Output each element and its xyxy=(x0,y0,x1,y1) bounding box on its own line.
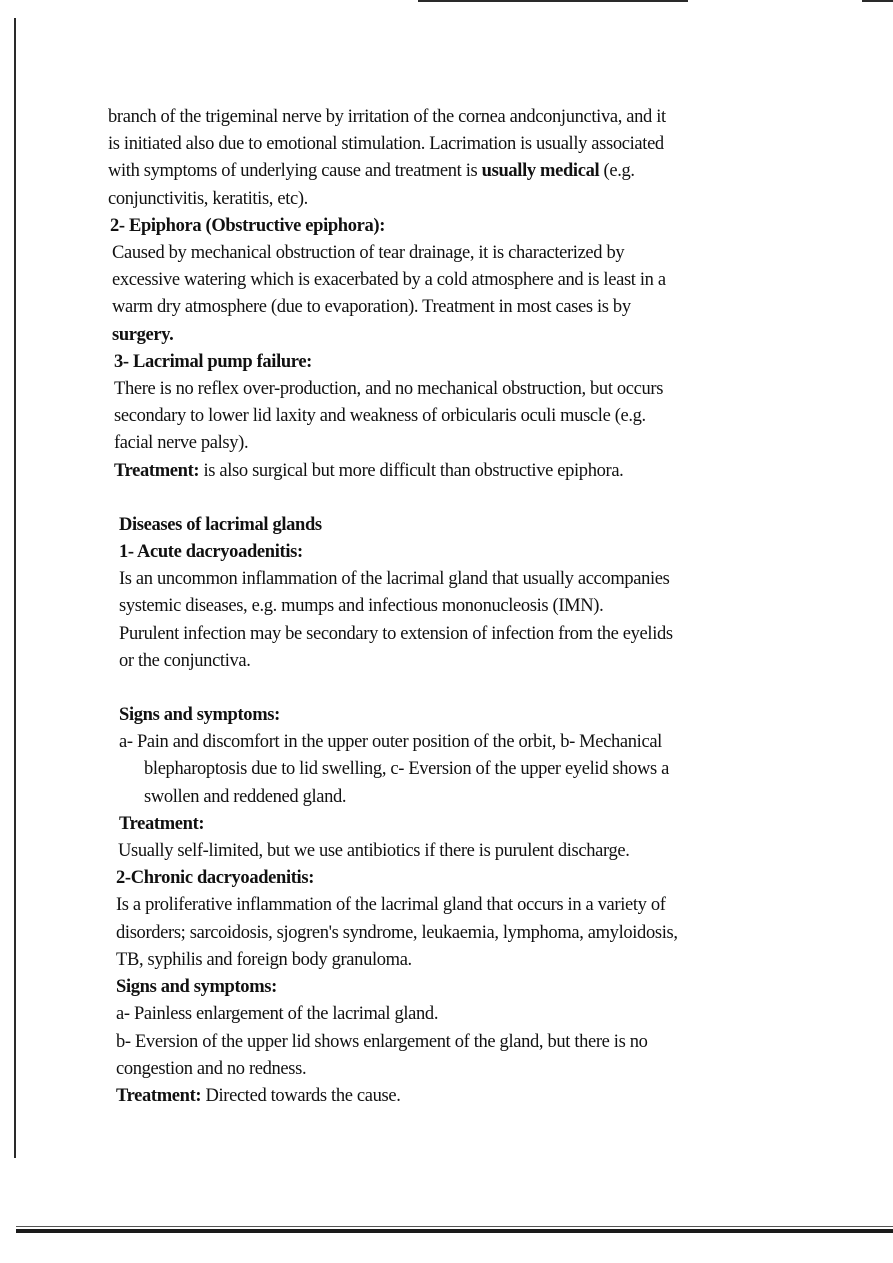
text-run: (e.g. xyxy=(599,161,635,182)
acute-treatment-heading: Treatment: xyxy=(119,813,205,834)
text-line: is initiated also due to emotional stimulation. Lacrimation is usually associated xyxy=(108,134,664,155)
text-line: secondary to lower lid laxity and weakness of orbicularis oculi muscle (e.g. xyxy=(114,406,646,427)
text-line: Purulent infection may be secondary to extension of infection from the eyelids xyxy=(119,623,673,644)
spacer xyxy=(108,485,768,512)
pump-failure-section xyxy=(108,349,768,485)
acute-signs-heading: Signs and symptoms: xyxy=(119,705,280,726)
chronic-heading: 2-Chronic dacryoadenitis: xyxy=(116,868,315,889)
pump-failure-heading: 3- Lacrimal pump failure: xyxy=(114,351,312,372)
text-line: congestion and no redness. xyxy=(116,1058,307,1079)
text-line: disorders; sarcoidosis, sjogren's syndrome, leukaemia, lymphoma, amyloidosis, xyxy=(116,922,678,943)
epiphora-section xyxy=(108,213,768,349)
text-run: with symptoms of underlying cause and treatment is xyxy=(108,161,482,182)
scan-border-bottom xyxy=(16,1229,893,1233)
text-line: Usually self-limited, but we use antibiotics if there is purulent discharge. xyxy=(118,841,630,862)
text-line: Is an uncommon inflammation of the lacrimal gland that usually accompanies xyxy=(119,569,670,590)
text-line: There is no reflex over-production, and no mechanical obstruction, but occurs xyxy=(114,379,664,400)
text-line: facial nerve palsy). xyxy=(114,433,249,454)
scan-border-top-right xyxy=(862,0,893,2)
scan-border-top xyxy=(418,0,688,2)
gland-diseases-heading: Diseases of lacrimal glands xyxy=(119,514,322,535)
scan-border-left xyxy=(14,18,16,1158)
text-line: swollen and reddened gland. xyxy=(144,786,347,807)
text-line: b- Eversion of the upper lid shows enlargement of the gland, but there is no xyxy=(116,1031,648,1052)
treatment-label: Treatment: xyxy=(116,1085,202,1106)
gland-diseases-section xyxy=(108,512,768,865)
text-line: systemic diseases, e.g. mumps and infectious mononucleosis (IMN). xyxy=(119,596,604,617)
epiphora-heading: 2- Epiphora (Obstructive epiphora): xyxy=(110,215,386,236)
text-line: blepharoptosis due to lid swelling, c- Eversion of the upper eyelid shows a xyxy=(144,759,670,780)
text-run: Directed towards the cause. xyxy=(201,1085,401,1106)
document-body xyxy=(108,104,768,1110)
text-line: or the conjunctiva. xyxy=(119,650,251,671)
text-run: is also surgical but more difficult than obstructive epiphora. xyxy=(199,460,624,481)
treatment-label: Treatment: xyxy=(114,460,200,481)
spacer xyxy=(119,675,768,702)
text-line: branch of the trigeminal nerve by irritation of the cornea andconjunctiva, and it xyxy=(108,107,666,127)
text-line: TB, syphilis and foreign body granuloma. xyxy=(116,949,412,970)
text-line: excessive watering which is exacerbated by a cold atmosphere and is least in a xyxy=(112,270,666,291)
text-line: conjunctivitis, keratitis, etc). xyxy=(108,188,308,209)
chronic-signs-heading: Signs and symptoms: xyxy=(116,977,277,998)
text-line xyxy=(114,458,768,485)
lacrimation-paragraph xyxy=(108,104,768,213)
acute-heading: 1- Acute dacryoadenitis: xyxy=(119,542,303,563)
text-line: Is a proliferative inflammation of the lacrimal gland that occurs in a variety of xyxy=(116,895,666,916)
text-line xyxy=(108,158,768,185)
text-line: a- Painless enlargement of the lacrimal gland. xyxy=(116,1004,439,1025)
text-line xyxy=(116,1083,768,1110)
chronic-section xyxy=(108,865,768,1110)
text-line-bold: surgery. xyxy=(112,324,174,345)
scan-border-bottom-thin xyxy=(16,1226,893,1227)
bold-run: usually medical xyxy=(481,161,600,182)
text-line: Caused by mechanical obstruction of tear drainage, it is characterized by xyxy=(112,243,625,264)
text-line: warm dry atmosphere (due to evaporation). Treatment in most cases is by xyxy=(112,297,631,318)
text-line: a- Pain and discomfort in the upper outer position of the orbit, b- Mechanical xyxy=(119,732,662,753)
